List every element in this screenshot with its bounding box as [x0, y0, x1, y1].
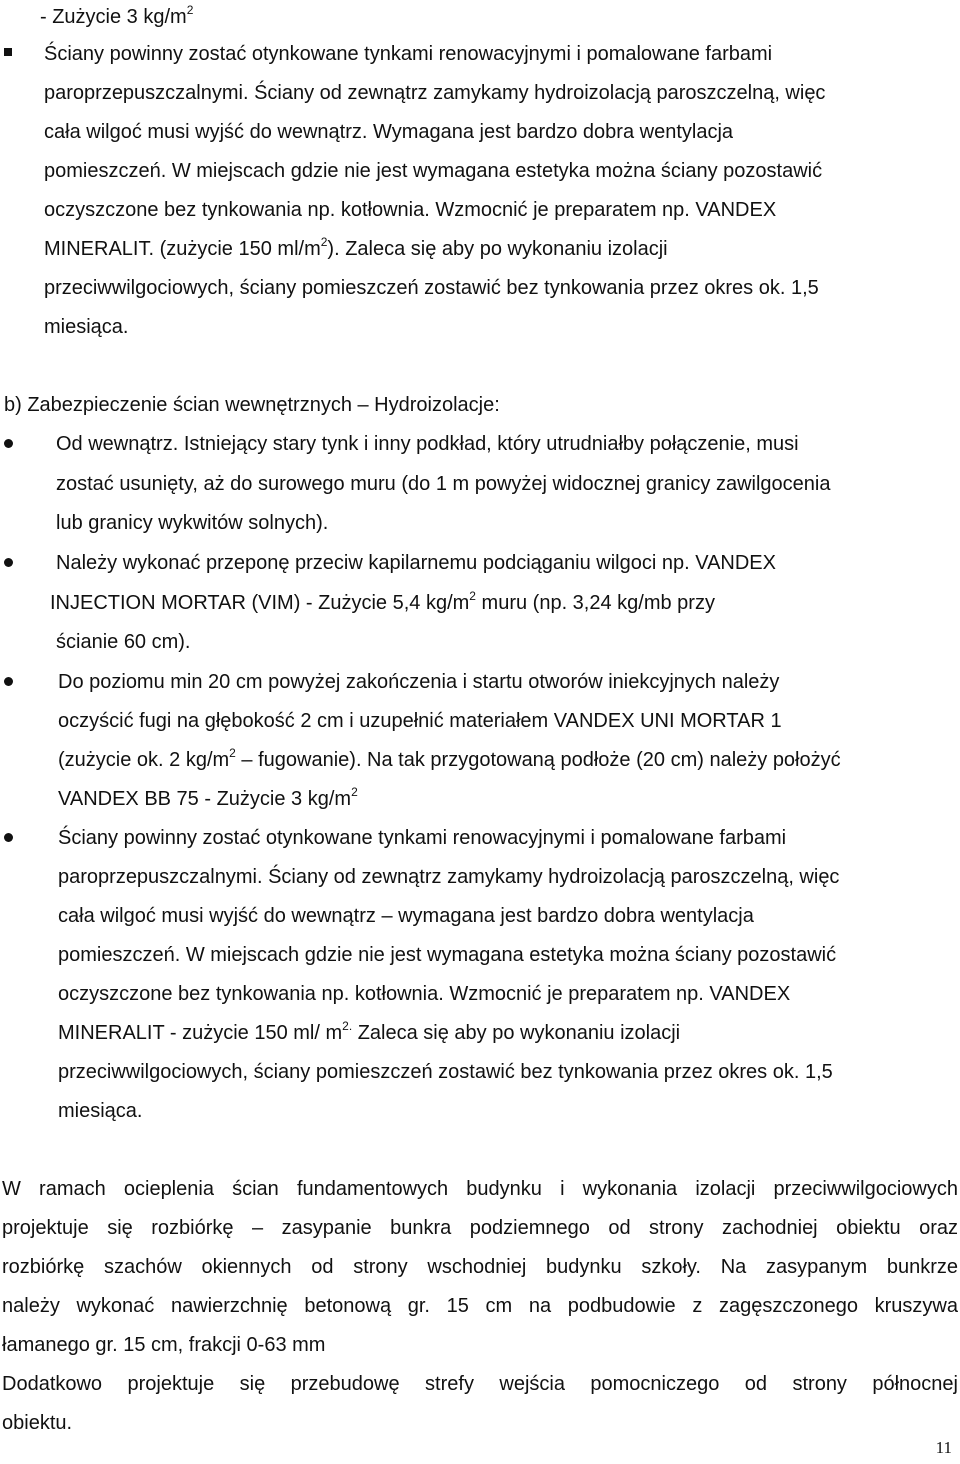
text-line: lub granicy wykwitów solnych).: [56, 512, 329, 534]
zuzycie-text: - Zużycie 3 kg/m: [40, 6, 187, 28]
text-segment: – fugowanie). Na tak przygotowaną podłoże (20 cm) należy położyć: [235, 749, 841, 771]
superscript: 2.: [342, 1019, 353, 1033]
bullet-icon: [4, 558, 13, 567]
superscript: 2: [469, 589, 476, 603]
superscript: 2: [320, 235, 328, 249]
text-segment: muru (np. 3,24 kg/mb przy: [475, 592, 715, 614]
text-line: oczyszczone bez tynkowania np. kotłownia. Wzmocnić je preparatem np. VANDEX: [44, 199, 777, 221]
paragraph-line: rozbiórkę szachów okiennych od strony wschodniej budynku szkoły. Na zasypanym bunkrze: [2, 1256, 958, 1278]
text-segment: ). Zaleca się aby po wykonaniu izolacji: [327, 238, 668, 260]
paragraph-line: W ramach ocieplenia ścian fundamentowych budynku i wykonania izolacji przeciwwilgociowych: [2, 1178, 958, 1200]
text-line: zostać usunięty, aż do surowego muru (do 1 m powyżej widocznej granicy zawilgocenia: [56, 473, 831, 495]
text-line: pomieszczeń. W miejscach gdzie nie jest wymagana estetyka można ściany pozostawić: [44, 160, 823, 182]
paragraph-line: łamanego gr. 15 cm, frakcji 0-63 mm: [2, 1334, 326, 1356]
paragraph-line: projektuje się rozbiórkę – zasypanie bunkra podziemnego od strony zachodniej obiektu oraz: [2, 1217, 958, 1239]
text-line: [58, 748, 841, 772]
text-line: Do poziomu min 20 cm powyżej zakończenia i startu otworów iniekcyjnych należy: [58, 671, 780, 693]
zuzycie-line: [40, 5, 193, 29]
text-line: przeciwwilgociowych, ściany pomieszczeń zostawić bez tynkowania przez okres ok. 1,5: [44, 277, 819, 299]
text-line: paroprzepuszczalnymi. Ściany od zewnątrz zamykamy hydroizolacją paroszczelną, więc: [58, 866, 840, 888]
text-line: Od wewnątrz. Istniejący stary tynk i inny podkład, który utrudniałby połączenie, musi: [56, 433, 799, 455]
text-line: Należy wykonać przeponę przeciw kapilarnemu podciąganiu wilgoci np. VANDEX: [56, 552, 776, 574]
bullet-icon: [4, 439, 13, 448]
text-segment: VANDEX BB 75 - Zużycie 3 kg/m: [58, 788, 352, 810]
text-line: [44, 237, 668, 261]
section-heading: b) Zabezpieczenie ścian wewnętrznych – Hydroizolacje:: [4, 394, 500, 416]
square-bullet-icon: [4, 48, 12, 56]
text-segment: INJECTION MORTAR (VIM) - Zużycie 5,4 kg/m: [50, 592, 470, 614]
text-line: [58, 1021, 680, 1045]
text-line: przeciwwilgociowych, ściany pomieszczeń zostawić bez tynkowania przez okres ok. 1,5: [58, 1061, 833, 1083]
text-line: cała wilgoć musi wyjść do wewnątrz – wymagana jest bardzo dobra wentylacja: [58, 905, 754, 927]
superscript: 2: [186, 3, 194, 17]
text-line: Ściany powinny zostać otynkowane tynkami renowacyjnymi i pomalowane farbami: [44, 43, 773, 65]
text-line: miesiąca.: [44, 316, 129, 338]
text-line: miesiąca.: [58, 1100, 143, 1122]
text-line: paroprzepuszczalnymi. Ściany od zewnątrz zamykamy hydroizolacją paroszczelną, więc: [44, 82, 826, 104]
text-line: [58, 787, 358, 811]
text-line: ścianie 60 cm).: [56, 631, 191, 653]
text-line: cała wilgoć musi wyjść do wewnątrz. Wymagana jest bardzo dobra wentylacja: [44, 121, 734, 143]
text-line: [50, 591, 715, 615]
paragraph-line: obiektu.: [2, 1412, 73, 1434]
bullet-icon: [4, 677, 13, 686]
text-segment: MINERALIT - zużycie 150 ml/ m: [58, 1022, 343, 1044]
paragraph-line: Dodatkowo projektuje się przebudowę strefy wejścia pomocniczego od strony północnej: [2, 1373, 958, 1395]
text-line: oczyszczone bez tynkowania np. kotłownia. Wzmocnić je preparatem np. VANDEX: [58, 983, 791, 1005]
text-line: Ściany powinny zostać otynkowane tynkami renowacyjnymi i pomalowane farbami: [58, 827, 787, 849]
text-segment: MINERALIT. (zużycie 150 ml/m: [44, 238, 321, 260]
bullet-icon: [4, 833, 13, 842]
text-line: oczyścić fugi na głębokość 2 cm i uzupełnić materiałem VANDEX UNI MORTAR 1: [58, 710, 782, 732]
paragraph-line: należy wykonać nawierzchnię betonową gr. 15 cm na podbudowie z zagęszczonego kruszywa: [2, 1295, 958, 1317]
superscript: 2: [351, 785, 358, 799]
text-segment: Zaleca się aby po wykonaniu izolacji: [352, 1022, 681, 1044]
text-line: pomieszczeń. W miejscach gdzie nie jest wymagana estetyka można ściany pozostawić: [58, 944, 837, 966]
text-segment: (zużycie ok. 2 kg/m: [58, 749, 230, 771]
superscript: 2: [229, 746, 236, 760]
page-number: 11: [935, 1438, 952, 1457]
